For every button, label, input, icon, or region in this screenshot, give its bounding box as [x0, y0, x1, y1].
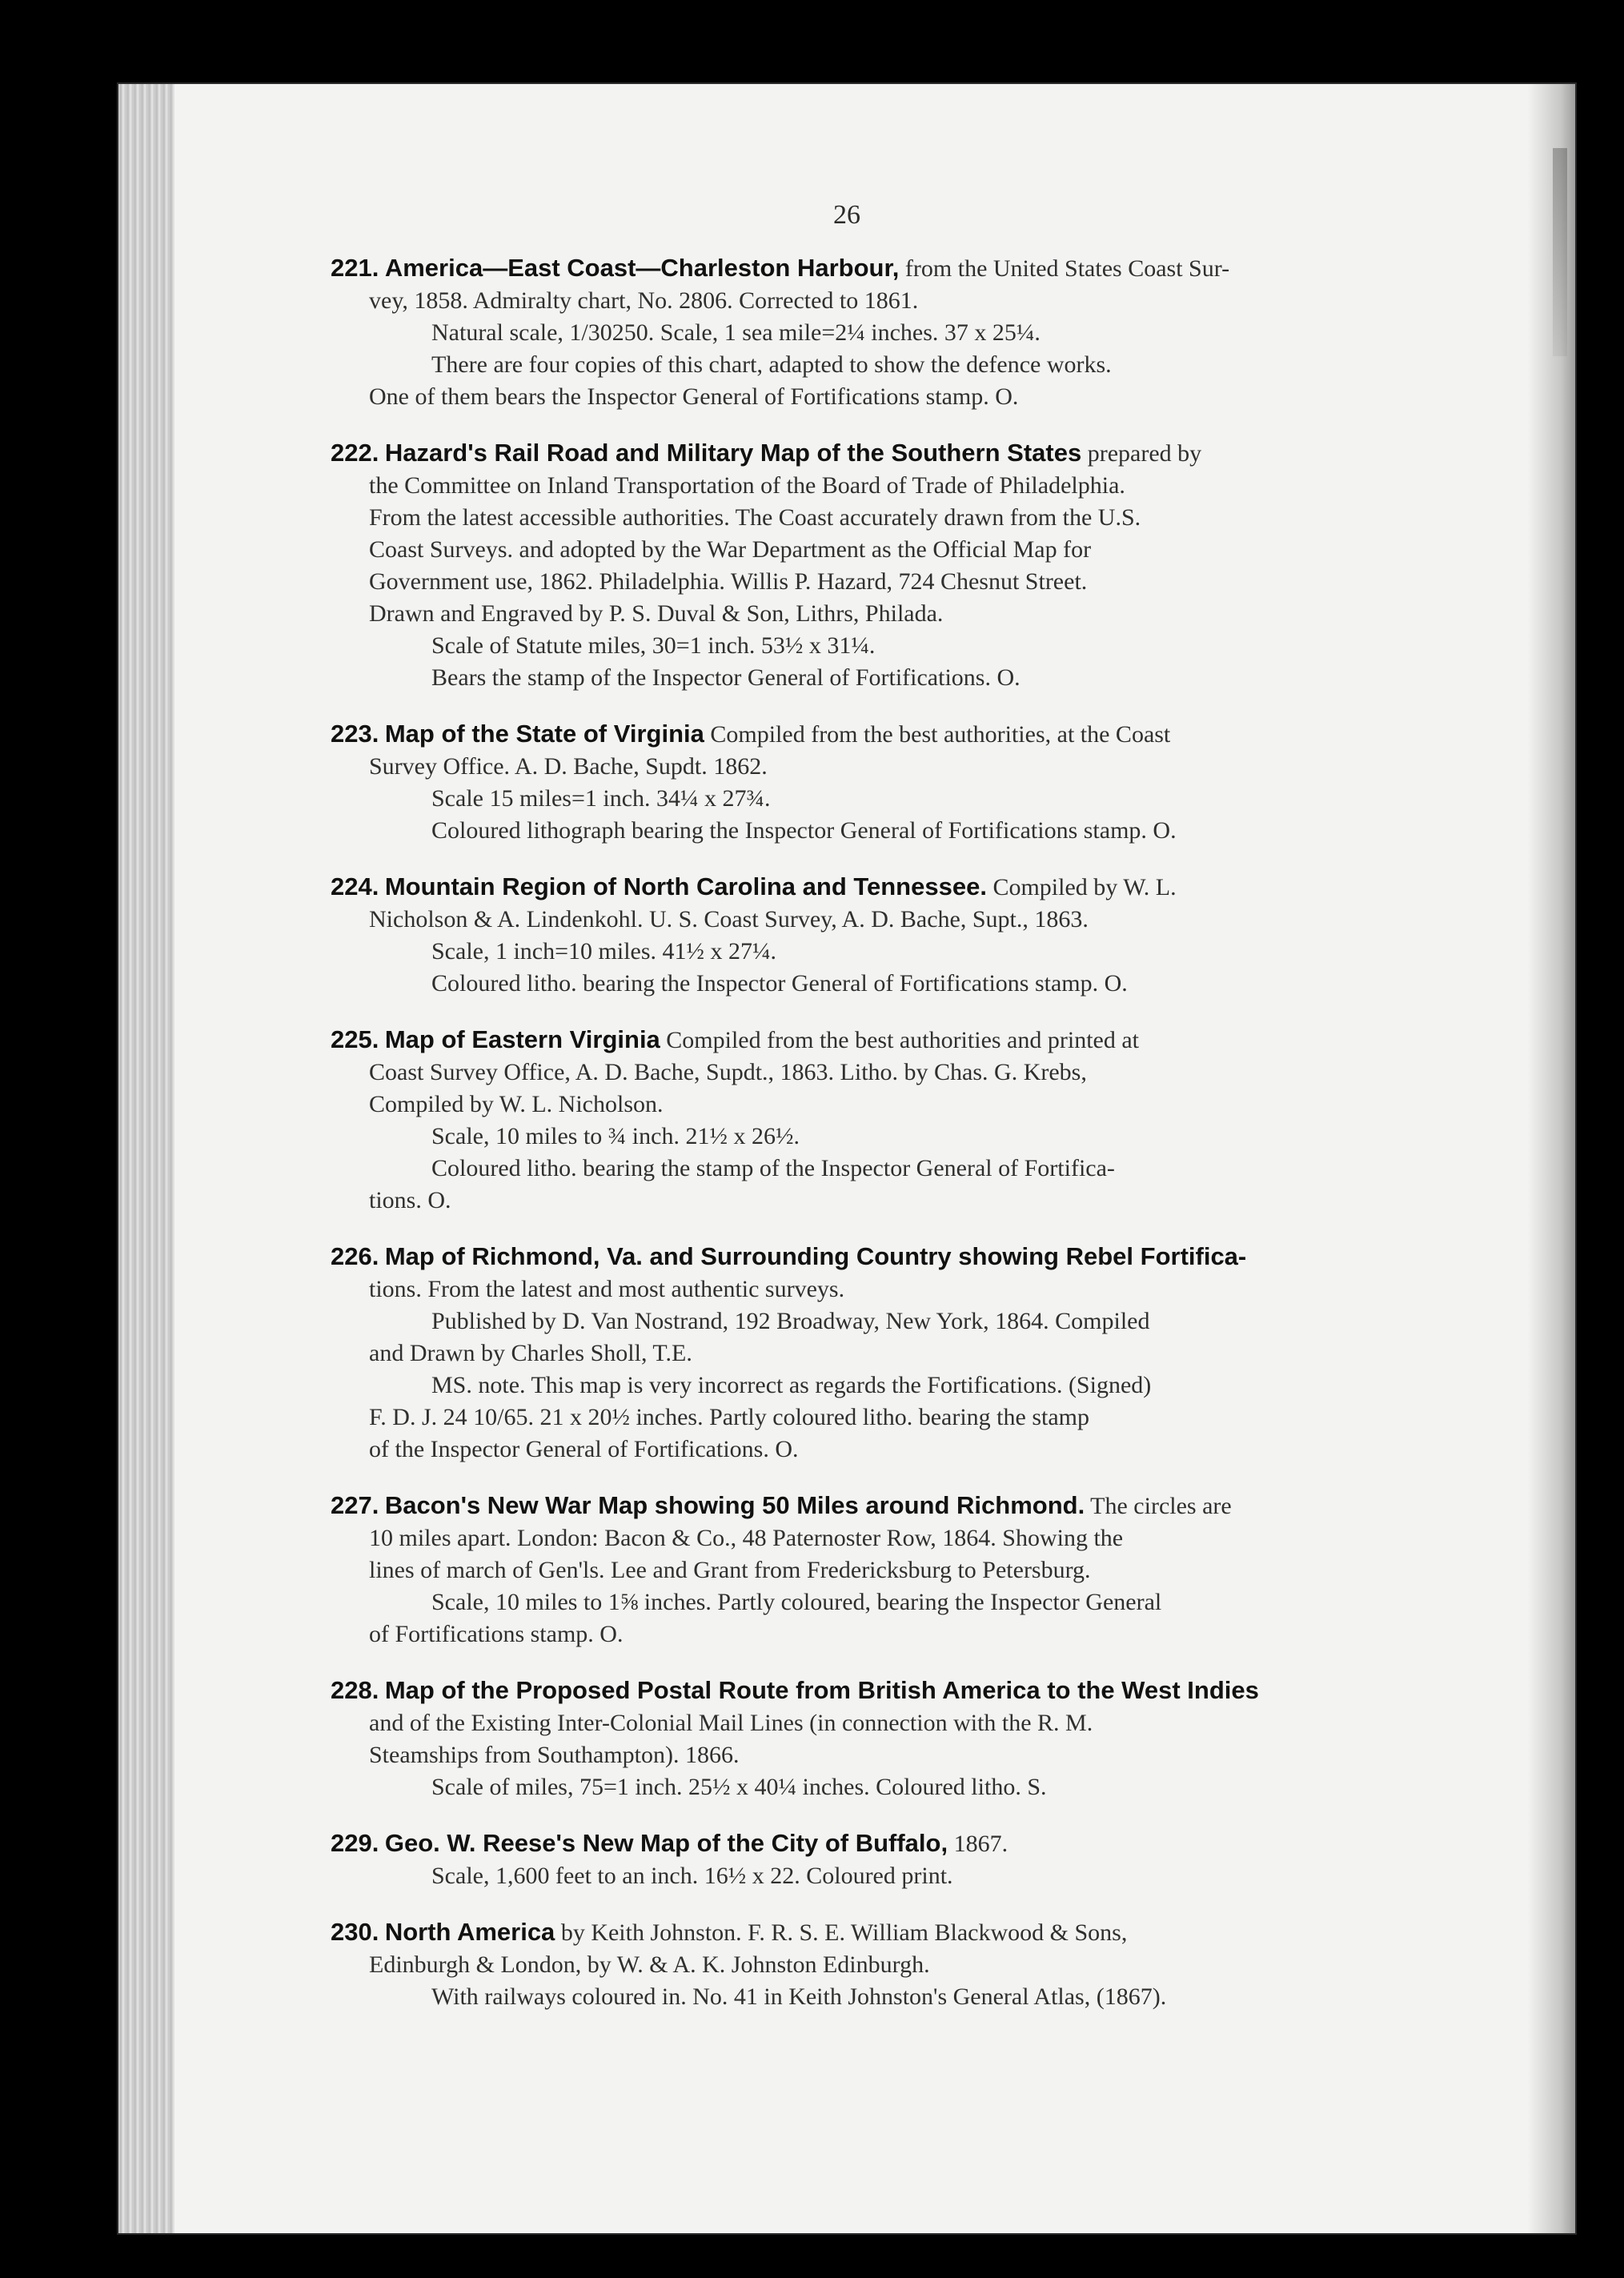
catalogue-entry-230 — [331, 1916, 1579, 2013]
entry-number: 226. — [331, 1242, 379, 1270]
entry-body — [331, 1860, 1579, 1892]
entry-heading-line — [331, 1916, 1579, 1949]
entry-title: Bacon's New War Map showing 50 Miles around Richmond. — [384, 1491, 1085, 1519]
entry-line: Scale, 10 miles to ¾ inch. 21½ x 26½. — [431, 1123, 800, 1149]
entry-heading-rest: prepared by — [1087, 440, 1202, 467]
entry-line: Coloured litho. bearing the stamp of the Inspector General of Fortifica- — [431, 1155, 1115, 1181]
entry-number: 229. — [331, 1829, 379, 1857]
entry-number: 230. — [331, 1918, 379, 1946]
entry-heading-line — [331, 1490, 1579, 1522]
page-number: 26 — [833, 200, 860, 230]
catalogue-entry-227 — [331, 1490, 1579, 1650]
entry-title: Map of the State of Virginia — [384, 720, 704, 748]
entry-line: Natural scale, 1/30250. Scale, 1 sea mile=2¼ inches. 37 x 25¼. — [431, 319, 1041, 346]
entry-heading-line — [331, 871, 1579, 904]
entry-line: Coast Surveys. and adopted by the War Department as the Official Map for — [369, 536, 1092, 563]
entry-heading-line — [331, 437, 1579, 470]
catalogue-entry-224 — [331, 871, 1579, 1000]
entry-heading-rest: by Keith Johnston. F. R. S. E. William Blackwood & Sons, — [560, 1919, 1128, 1946]
entry-line: Scale of miles, 75=1 inch. 25½ x 40¼ inches. Coloured litho. S. — [431, 1774, 1047, 1800]
entry-line: of Fortifications stamp. O. — [369, 1621, 624, 1647]
entry-title: Hazard's Rail Road and Military Map of the Southern States — [384, 439, 1082, 467]
catalogue-entry-228 — [331, 1674, 1579, 1803]
book-binding-edge — [118, 84, 174, 2233]
catalogue-entry-229 — [331, 1827, 1579, 1892]
entry-line: tions. O. — [369, 1187, 451, 1213]
entry-body — [331, 470, 1579, 694]
entry-heading-line — [331, 1024, 1579, 1057]
entry-number: 223. — [331, 720, 379, 748]
entry-line: Coloured lithograph bearing the Inspector General of Fortifications stamp. O. — [431, 817, 1177, 844]
entry-line: With railways coloured in. No. 41 in Keith Johnston's General Atlas, (1867). — [431, 1983, 1167, 2010]
scanned-page — [118, 84, 1575, 2233]
entry-title: America—East Coast—Charleston Harbour, — [384, 254, 900, 282]
entry-body — [331, 1707, 1579, 1803]
entry-title: Map of Eastern Virginia — [384, 1025, 660, 1053]
catalogue-entries — [331, 252, 1579, 2037]
entry-line: Scale, 1,600 feet to an inch. 16½ x 22. Coloured print. — [431, 1863, 953, 1889]
entry-number: 225. — [331, 1025, 379, 1053]
entry-body — [331, 1522, 1579, 1650]
entry-title: Mountain Region of North Carolina and Tennessee. — [384, 872, 987, 900]
entry-line: Government use, 1862. Philadelphia. Willis P. Hazard, 724 Chesnut Street. — [369, 568, 1088, 595]
entry-title: Map of the Proposed Postal Route from British America to the West Indies — [384, 1676, 1259, 1704]
entry-heading-line — [331, 718, 1579, 751]
entry-line: 10 miles apart. London: Bacon & Co., 48 Paternoster Row, 1864. Showing the — [369, 1525, 1124, 1551]
entry-body — [331, 1949, 1579, 2013]
entry-line: Coloured litho. bearing the Inspector General of Fortifications stamp. O. — [431, 970, 1128, 997]
entry-body — [331, 1273, 1579, 1466]
entry-line: Scale, 10 miles to 1⅝ inches. Partly coloured, bearing the Inspector General — [431, 1589, 1162, 1615]
entry-heading-rest: The circles are — [1090, 1493, 1232, 1519]
catalogue-entry-226 — [331, 1241, 1579, 1466]
entry-line: Compiled by W. L. Nicholson. — [369, 1091, 664, 1117]
entry-heading-rest: Compiled from the best authorities and printed at — [666, 1027, 1139, 1053]
entry-line: Nicholson & A. Lindenkohl. U. S. Coast Survey, A. D. Bache, Supt., 1863. — [369, 906, 1089, 932]
entry-line: Survey Office. A. D. Bache, Supdt. 1862. — [369, 753, 768, 780]
entry-line: the Committee on Inland Transportation of the Board of Trade of Philadelphia. — [369, 472, 1125, 499]
catalogue-entry-223 — [331, 718, 1579, 847]
entry-line: Coast Survey Office, A. D. Bache, Supdt., 1863. Litho. by Chas. G. Krebs, — [369, 1059, 1087, 1085]
entry-heading-line — [331, 252, 1579, 285]
catalogue-entry-225 — [331, 1024, 1579, 1217]
entry-number: 227. — [331, 1491, 379, 1519]
entry-title: North America — [384, 1918, 555, 1946]
entry-line: Scale, 1 inch=10 miles. 41½ x 27¼. — [431, 938, 777, 965]
entry-number: 224. — [331, 872, 379, 900]
entry-line: vey, 1858. Admiralty chart, No. 2806. Corrected to 1861. — [369, 287, 919, 314]
entry-line: F. D. J. 24 10/65. 21 x 20½ inches. Partly coloured litho. bearing the stamp — [369, 1404, 1089, 1430]
entry-line: tions. From the latest and most authentic surveys. — [369, 1276, 845, 1302]
entry-heading-rest: Compiled by W. L. — [992, 874, 1177, 900]
catalogue-entry-221 — [331, 252, 1579, 413]
entry-line: One of them bears the Inspector General of Fortifications stamp. O. — [369, 383, 1019, 410]
entry-line: From the latest accessible authorities. The Coast accurately drawn from the U.S. — [369, 504, 1141, 531]
entry-body — [331, 751, 1579, 847]
entry-heading-line — [331, 1241, 1579, 1273]
entry-body — [331, 1057, 1579, 1217]
entry-line: Drawn and Engraved by P. S. Duval & Son, Lithrs, Philada. — [369, 600, 944, 627]
entry-body — [331, 285, 1579, 413]
entry-heading-rest: from the United States Coast Sur- — [904, 255, 1230, 282]
entry-number: 221. — [331, 254, 379, 282]
entry-heading-rest: 1867. — [953, 1831, 1008, 1857]
entry-line: Scale of Statute miles, 30=1 inch. 53½ x 31¼. — [431, 632, 876, 659]
entry-heading-line — [331, 1827, 1579, 1860]
entry-heading-line — [331, 1674, 1579, 1707]
entry-line: MS. note. This map is very incorrect as regards the Fortifications. (Signed) — [431, 1372, 1152, 1398]
entry-line: Steamships from Southampton). 1866. — [369, 1742, 740, 1768]
entry-line: Scale 15 miles=1 inch. 34¼ x 27¾. — [431, 785, 771, 812]
entry-title: Map of Richmond, Va. and Surrounding Country showing Rebel Fortifica- — [384, 1242, 1247, 1270]
entry-line: Published by D. Van Nostrand, 192 Broadway, New York, 1864. Compiled — [431, 1308, 1150, 1334]
entry-number: 222. — [331, 439, 379, 467]
entry-line: and of the Existing Inter-Colonial Mail Lines (in connection with the R. M. — [369, 1710, 1093, 1736]
entry-number: 228. — [331, 1676, 379, 1704]
entry-line: and Drawn by Charles Sholl, T.E. — [369, 1340, 692, 1366]
entry-line: Bears the stamp of the Inspector General of Fortifications. O. — [431, 664, 1021, 691]
entry-body — [331, 904, 1579, 1000]
entry-line: Edinburgh & London, by W. & A. K. Johnston Edinburgh. — [369, 1951, 930, 1978]
entry-line: There are four copies of this chart, adapted to show the defence works. — [431, 351, 1112, 378]
entry-line: lines of march of Gen'ls. Lee and Grant from Fredericksburg to Petersburg. — [369, 1557, 1091, 1583]
entry-heading-rest: Compiled from the best authorities, at the Coast — [710, 721, 1171, 748]
catalogue-entry-222 — [331, 437, 1579, 694]
entry-title: Geo. W. Reese's New Map of the City of Buffalo, — [384, 1829, 948, 1857]
entry-line: of the Inspector General of Fortifications. O. — [369, 1436, 799, 1462]
